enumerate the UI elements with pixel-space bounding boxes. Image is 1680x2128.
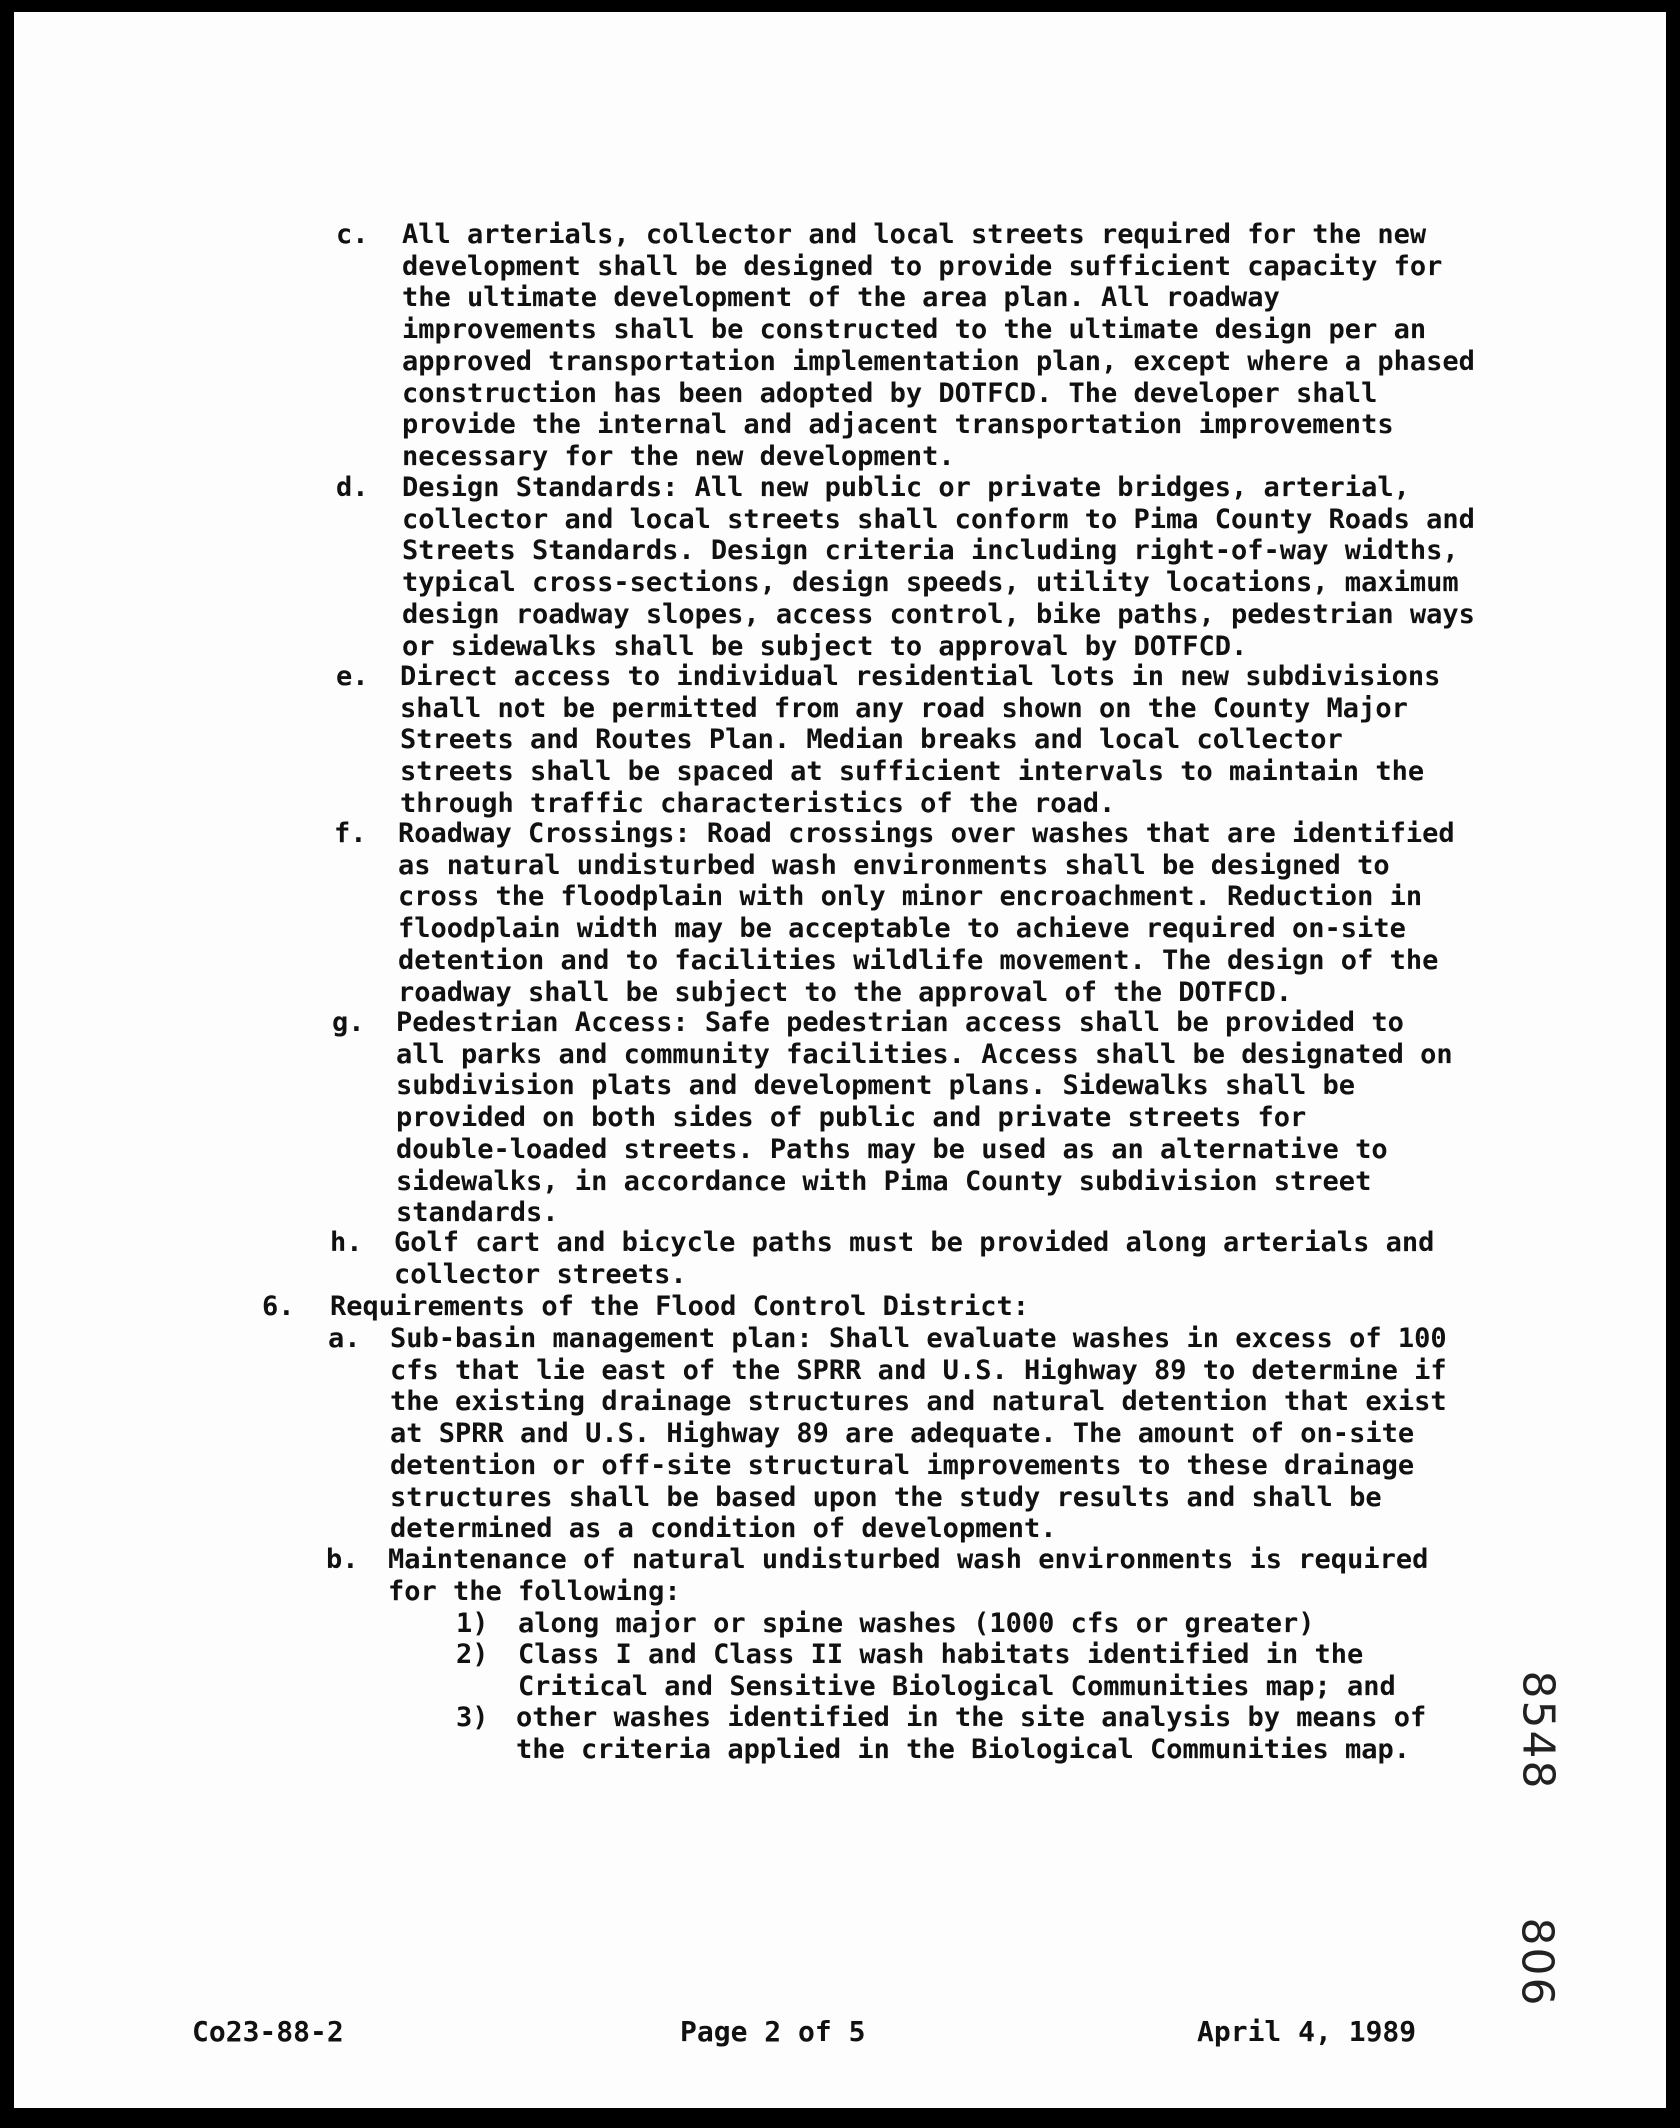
- sub-item-2-text: Class I and Class II wash habitats identified in the Critical and Sensitive Biological Communities map; and: [518, 1639, 1396, 1702]
- item-h-text: Golf cart and bicycle paths must be provided along arterials and collector streets.: [394, 1227, 1435, 1290]
- section-6-heading: Requirements of the Flood Control District:: [330, 1291, 1029, 1322]
- sub-item-3-text: other washes identified in the site analysis by means of the criteria applied in the Biological Communities map.: [516, 1702, 1427, 1765]
- item-c-text: All arterials, collector and local streets required for the new development shall be designed to provide sufficient capacity for the ultimate development of the area plan. All roadway improvements shall be constructed to the ultimate design per an approved transportation implementation plan, except where a phased construction has been adopted by DOTFCD. The developer shall provide the internal and adjacent transportation improvements necessary for the new development.: [402, 219, 1475, 472]
- footer-case-number: Co23-88-2: [192, 2015, 344, 2048]
- item-d-label: d.: [336, 472, 369, 503]
- sub-item-1-text: along major or spine washes (1000 cfs or greater): [518, 1608, 1315, 1639]
- item-6a-text: Sub-basin management plan: Shall evaluate washes in excess of 100 cfs that lie east of the SPRR and U.S. Highway 89 to determine if the existing drainage structures and natural detention that exist at SPRR and U.S. Highway 89 are adequate. The amount of on-site detention or off-site structural improvements to these drainage structures shall be based upon the study results and shall be determined as a condition of development.: [390, 1323, 1447, 1545]
- item-6b-label: b.: [326, 1544, 359, 1575]
- sub-item-1-label: 1): [456, 1608, 489, 1639]
- recording-stamp-book: 8548: [1512, 1670, 1564, 1791]
- sub-item-2-label: 2): [456, 1639, 489, 1670]
- item-e-label: e.: [336, 661, 369, 692]
- item-f-label: f.: [334, 818, 367, 849]
- item-f-text: Roadway Crossings: Road crossings over washes that are identified as natural undisturbed wash environments shall be designed to cross the floodplain with only minor encroachment. Reduction in floodplain width may be acceptable to achieve required on-site detention and to facilities wildlife movement. The design of the roadway shall be subject to the approval of the DOTFCD.: [398, 818, 1455, 1008]
- footer-date: April 4, 1989: [1197, 2015, 1417, 2048]
- item-g-text: Pedestrian Access: Safe pedestrian access shall be provided to all parks and community facilities. Access shall be designated on subdivision plats and development plans. Sidewalks shall be provided on both sides of public and private streets for double-loaded streets. Paths may be used as an alternative to sidewalks, in accordance with Pima County subdivision street standards.: [396, 1007, 1453, 1229]
- footer-page-number: Page 2 of 5: [680, 2015, 866, 2048]
- item-e-text: Direct access to individual residential lots in new subdivisions shall not be permitted from any road shown on the County Major Streets and Routes Plan. Median breaks and local collector streets shall be spaced at sufficient intervals to maintain the through traffic characteristics of the road.: [400, 661, 1441, 819]
- sub-item-3-label: 3): [456, 1702, 489, 1733]
- section-6-label: 6.: [262, 1291, 295, 1322]
- item-h-label: h.: [330, 1227, 363, 1258]
- item-6b-text: Maintenance of natural undisturbed wash environments is required for the following:: [388, 1544, 1429, 1607]
- document-page: [14, 12, 1666, 2108]
- item-6a-label: a.: [328, 1323, 361, 1354]
- item-c-label: c.: [336, 219, 369, 250]
- recording-stamp-page: 806: [1511, 1917, 1563, 2008]
- item-d-text: Design Standards: All new public or private bridges, arterial, collector and local streets shall conform to Pima County Roads and Streets Standards. Design criteria including right-of-way widths, typical cross-sections, design speeds, utility locations, maximum design roadway slopes, access control, bike paths, pedestrian ways or sidewalks shall be subject to approval by DOTFCD.: [402, 472, 1475, 662]
- item-g-label: g.: [332, 1007, 365, 1038]
